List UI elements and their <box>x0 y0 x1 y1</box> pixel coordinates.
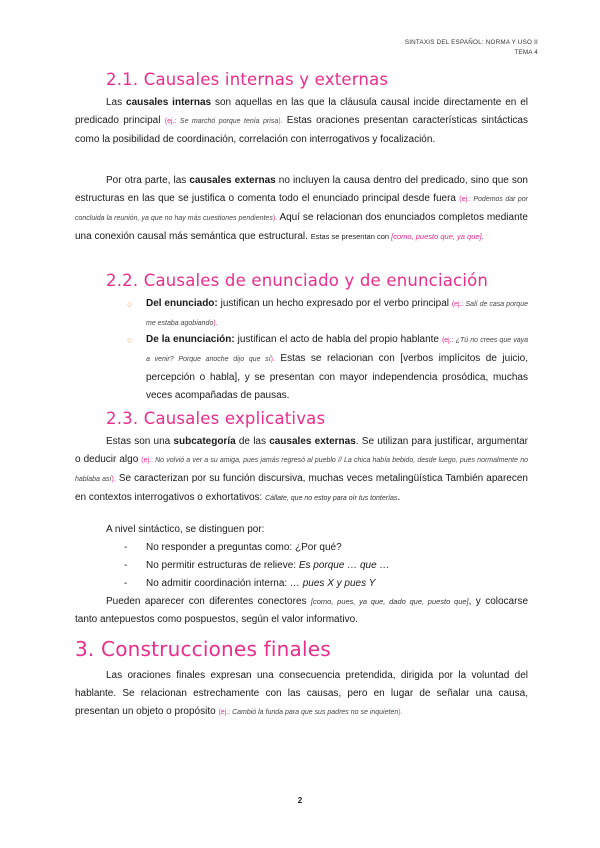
term-causales-externas: causales externas <box>189 175 276 186</box>
text: Estas se relacionan con [verbos implícitos de juicio, percepción o habla], y se presentan con mayor independencia prosódica, muchas veces acompañadas de pausas. <box>146 353 528 401</box>
page-number: 2 <box>297 796 303 805</box>
example-end: ). <box>278 118 283 125</box>
text: . <box>397 492 401 503</box>
text: , y colocarse tanto antepuestos como pospuestos, según el valor informativo. <box>75 596 529 625</box>
example-label: (ej.: <box>459 196 471 203</box>
example-end: ). <box>272 215 278 222</box>
text: Estas son una <box>106 436 174 447</box>
text: No admitir coordinación interna: <box>146 578 290 589</box>
example-text: ¿Tú no crees que vaya a venir? Porque anoche dijo que sí <box>146 337 529 363</box>
running-header <box>405 38 538 58</box>
dash-bullet-icon: - <box>124 578 128 589</box>
dash-item-1 <box>124 539 342 557</box>
heading-2-3: 2.3. Causales explicativas <box>106 409 326 428</box>
bullet-item-enunciado <box>127 295 528 333</box>
example-end: ). <box>213 320 218 327</box>
example-text: Podemos dar por concluida la reunión, ya que no hay más cuestiones pendientes <box>75 196 529 222</box>
example-end: ). <box>111 476 116 483</box>
text-italic: … pues X y pues Y <box>289 578 376 589</box>
term-subcategoria: subcategoría <box>173 436 236 447</box>
text-italic: Es porque … que … <box>298 560 390 571</box>
example-label: (ej.: <box>141 457 153 464</box>
example <box>218 709 402 716</box>
term-causales-internas: causales internas <box>126 97 212 108</box>
text: son aquellas en las que la cláusula causal incide directamente en el predicado principal <box>75 97 529 126</box>
header-topic: TEMA 4 <box>514 49 538 56</box>
paragraph-conectores <box>75 593 528 629</box>
term: De la enunciación: <box>146 334 235 345</box>
circle-bullet-icon: ○ <box>127 335 133 345</box>
text: Las <box>106 97 127 108</box>
header-course: SINTAXIS DEL ESPAÑOL: NORMA Y USO II <box>404 39 538 46</box>
example-end: ). <box>398 709 403 716</box>
text: justifican un hecho expresado por el verbo principal <box>217 298 452 309</box>
dash-bullet-icon: - <box>124 560 128 571</box>
text: Las oraciones finales expresan una consecuencia pretendida, dirigida por la voluntad del hablante. Se relacionan estrechamente con las causas, pero en lugar de señalar una causa, presentan un objeto o propósito <box>75 670 528 717</box>
example-label: (ej.: <box>218 709 231 716</box>
text: Estas oraciones presentan características sintácticas como la posibilidad de coordinación, correlación con interrogativos y focalización. <box>75 115 528 145</box>
example-exhortative: Cállate, que no estoy para oír tus tonterías <box>265 495 398 502</box>
example-text: Salí de casa porque me estaba agobiando <box>146 301 528 327</box>
text: no incluyen la causa dentro del predicado, sino que son estructuras en las que se justifica o comenta todo el enunciado principal desde fuera <box>75 175 528 204</box>
text: Pueden aparecer con diferentes conectores <box>106 596 311 607</box>
example-end: ). <box>270 356 275 363</box>
example-label: (ej.: <box>451 301 464 308</box>
dash-item-2 <box>124 557 390 575</box>
text: Aquí se relacionan dos enunciados completos mediante una conexión causal más semántica que estructural. <box>75 212 528 242</box>
text: Se caracterizan por su función discursiva, muchas veces metalingüística También aparecen en contextos interrogativos o exhortativos: <box>75 473 528 503</box>
example-text: Cambió la funda para que sus padres no se inquieten <box>232 709 399 716</box>
example-text: No volvió a ver a su amiga, pues jamás regresó al pueblo // La chica había bebido, desde luego, pues normalmente no hablaba así <box>75 457 528 483</box>
example-label: (ej.: <box>164 118 177 125</box>
paragraph-causales-externas <box>75 172 528 246</box>
heading-3: 3. Construcciones finales <box>75 637 331 661</box>
text: Por otra parte, las <box>106 175 190 186</box>
paragraph-nivel-sintactico: A nivel sintáctico, se distinguen por: <box>106 524 265 535</box>
dash-bullet-icon: - <box>124 542 128 553</box>
text: . <box>481 232 484 241</box>
text: No permitir estructuras de relieve: <box>146 560 299 571</box>
example <box>165 118 283 125</box>
paragraph-causales-explicativas <box>75 433 528 508</box>
term-causales-externas: causales externas <box>269 436 356 447</box>
connectors: [como, puesto que, ya que] <box>391 232 482 241</box>
example-text: Se marchó porque tenía prisa <box>179 118 279 125</box>
circle-bullet-icon: ○ <box>127 299 133 309</box>
text-small: Estas se presentan con <box>310 232 392 241</box>
text: No responder a preguntas como: ¿Por qué? <box>146 542 342 553</box>
text: justifican el acto de habla del propio hablante <box>234 334 442 345</box>
text: de las <box>235 436 270 447</box>
connectors: [como, pues, ya que, dado que, puesto que] <box>310 597 469 606</box>
term: Del enunciado: <box>146 298 218 309</box>
text: . Se utilizan para justificar, argumentar o deducir algo <box>75 436 528 465</box>
heading-2-2: 2.2. Causales de enunciado y de enunciación <box>106 271 489 290</box>
example-label: (ej.: <box>441 337 454 344</box>
bullet-item-enunciacion <box>127 331 529 405</box>
heading-2-1: 2.1. Causales internas y externas <box>106 70 389 89</box>
paragraph-causales-internas <box>75 94 528 149</box>
paragraph-construcciones-finales <box>75 667 528 722</box>
dash-item-3 <box>124 575 376 593</box>
